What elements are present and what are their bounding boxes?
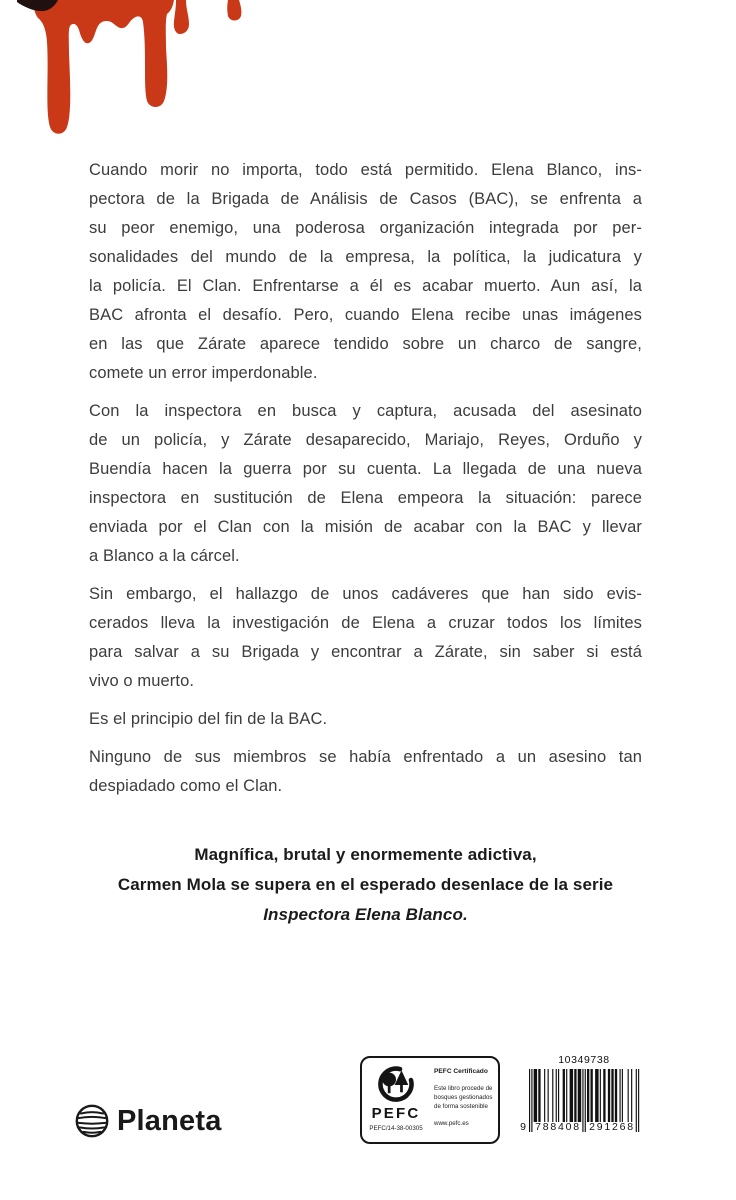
synopsis-line: Buendía hacen la guerra por su cuenta. La llegada de una nueva [89,460,642,478]
pefc-title: PEFC Certificado [434,1068,488,1075]
pefc-certification-box [360,1056,500,1144]
synopsis-paragraph [89,743,642,801]
promo-quote-line: Magnífica, brutal y enormemente adictiva, [194,845,537,864]
synopsis-line: Ninguno de sus miembros se había enfrentado a un asesino tan [89,748,642,766]
isbn-prefix-digit: 9 [520,1121,526,1133]
synopsis-line: Cuando morir no importa, todo está permitido. Elena Blanco, ins- [89,161,642,179]
synopsis-line: pectora de la Brigada de Análisis de Casos (BAC), se enfrenta a [89,190,642,208]
barcode-top-number: 10349738 [558,1054,610,1066]
barcode [516,1054,646,1140]
publisher-logo [74,1102,222,1140]
synopsis-line: sonalidades del mundo de la empresa, la política, la judicatura y [89,248,642,266]
synopsis-paragraph [89,580,642,696]
blood-drip-art [0,0,260,140]
synopsis-line: su peor enemigo, una poderosa organización integrada por per- [89,219,642,237]
pefc-body-line: bosques gestionados [434,1094,493,1101]
promo-quote [89,840,642,930]
pefc-body-line: Este libro procede de [434,1085,493,1092]
synopsis-paragraph [89,705,642,734]
pefc-url: www.pefc.es [434,1120,469,1127]
isbn-group2: 291268 [589,1121,635,1133]
synopsis-line: Sin embargo, el hallazgo de unos cadáveres que han sido evis- [89,585,642,603]
synopsis-line: cerados lleva la investigación de Elena a cruzar todos los límites [89,614,642,632]
isbn-group1: 788408 [535,1121,581,1133]
synopsis-line: en las que Zárate aparece tendido sobre un charco de sangre, [89,335,642,353]
synopsis-line: para salvar a su Brigada y encontrar a Zárate, sin saber si está [89,643,642,661]
pefc-wordmark: PEFC [371,1105,421,1122]
synopsis-line: la policía. El Clan. Enfrentarse a él es acabar muerto. Aun así, la [89,277,642,295]
synopsis-paragraph [89,156,642,388]
synopsis-line: BAC afronta el desafío. Pero, cuando Elena recibe unas imágenes [89,306,642,324]
synopsis-line: Con la inspectora en busca y captura, acusada del asesinato [89,402,642,420]
synopsis-line: a Blanco a la cárcel. [89,547,240,565]
synopsis-line: enviada por el Clan con la misión de acabar con la BAC y llevar [89,518,642,536]
synopsis-line: despiadado como el Clan. [89,777,283,795]
planeta-globe-icon [74,1103,110,1139]
synopsis [89,156,642,810]
promo-quote-line: Carmen Mola se supera en el esperado desenlace de la serie [117,875,614,894]
publisher-name: Planeta [117,1104,222,1137]
synopsis-line: comete un error imperdonable. [89,364,318,382]
synopsis-line: vivo o muerto. [89,672,195,690]
promo-quote-series-title: Inspectora Elena Blanco. [263,905,468,924]
pefc-logo-icon [371,1064,421,1106]
pefc-body-line: de forma sostenible [434,1103,488,1110]
synopsis-line: de un policía, y Zárate desaparecido, Mariajo, Reyes, Orduño y [89,431,642,449]
synopsis-line: Es el principio del fin de la BAC. [89,710,328,728]
pefc-license-code: PEFC/14-38-00305 [369,1125,423,1132]
synopsis-paragraph [89,397,642,571]
synopsis-line: inspectora en sustitución de Elena empeora la situación: parece [89,489,642,507]
